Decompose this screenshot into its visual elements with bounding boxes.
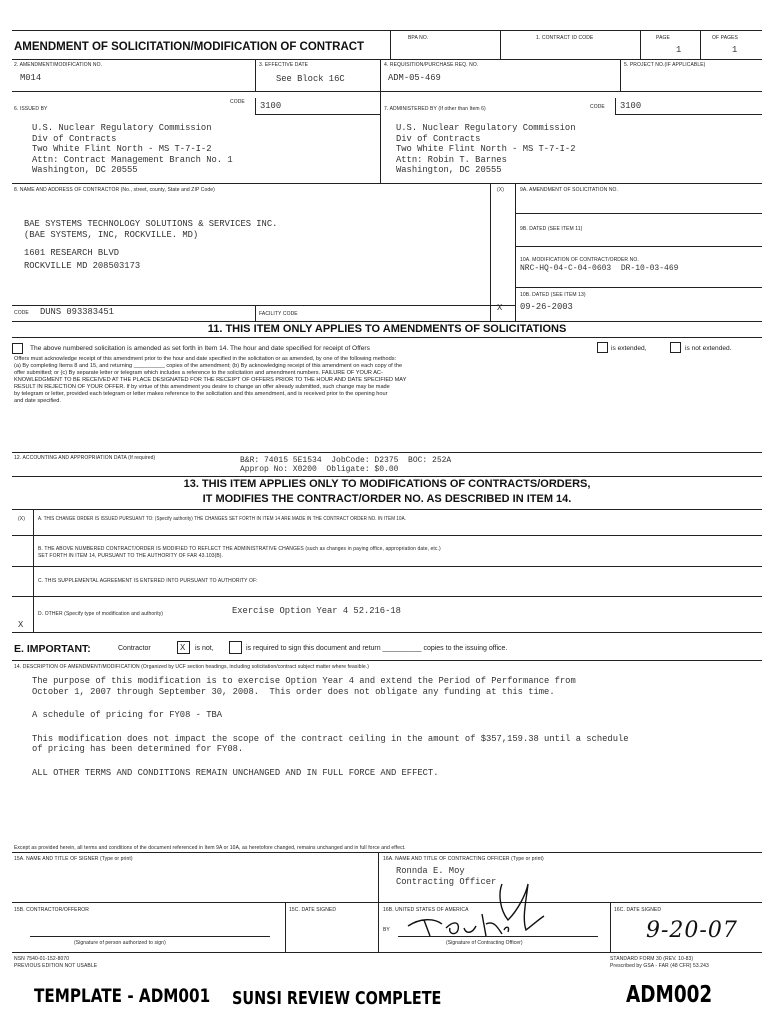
- by-label: BY: [383, 927, 390, 933]
- section-13-title-line-2: IT MODIFIES THE CONTRACT/ORDER NO. AS DESCRIBED IN ITEM 14.: [202, 493, 572, 505]
- contractor-address: [24, 219, 277, 271]
- prescribed-by: Prescribed by GSA - FAR (48 CFR) 53.243: [610, 963, 709, 969]
- requisition-label: 4. REQUISITION/PURCHASE REQ. NO.: [384, 62, 479, 68]
- contractor-label: 8. NAME AND ADDRESS OF CONTRACTOR (No., street, county, State and ZIP Code): [14, 187, 215, 193]
- dated-10b: 09-26-2003: [520, 302, 573, 312]
- address-line: Washington, DC 20555: [32, 165, 138, 176]
- supplemental-agreement-label: C. THIS SUPPLEMENTAL AGREEMENT IS ENTERED INTO PURSUANT TO AUTHORITY OF:: [38, 578, 258, 584]
- sunsi-review-stamp: SUNSI REVIEW COMPLETE: [232, 988, 442, 1009]
- body-line: KNOWLEDGMENT TO BE RECEIVED AT THE PLACE DESIGNATED FOR THE RECEIPT OF OFFERS PRIOR TO THE HOUR AND DATE SPECIFIED MAY: [14, 377, 407, 383]
- effective-date: See Block 16C: [276, 74, 345, 84]
- nsn-number: NSN 7540-01-152-8070: [14, 956, 70, 962]
- administered-by-address: [396, 123, 576, 176]
- solicitation-amended-checkbox[interactable]: [12, 343, 23, 354]
- is-required-checkbox[interactable]: [229, 641, 242, 654]
- change-order-label: A. THIS CHANGE ORDER IS ISSUED PURSUANT TO: (Specify authority) THE CHANGES SET FORTH IN ITEM 14 ARE MADE IN THE CONTRACT ORDER NO. IN ITEM 10A.: [38, 516, 407, 522]
- modification-x-mark: X: [497, 303, 503, 313]
- admin-changes-label: B. THE ABOVE NUMBERED CONTRACT/ORDER IS MODIFIED TO REFLECT THE ADMINISTRATIVE CHANGES (such as changes in paying office, appropriation date, etc.): [38, 546, 441, 552]
- x-column-label: (X): [497, 187, 504, 193]
- address-line: Two White Flint North - MS T-7-I-2: [396, 144, 576, 155]
- address-line: Div of Contracts: [32, 133, 117, 144]
- section-11-body: [14, 356, 406, 405]
- description-paragraph: The purpose of this modification is to exercise Option Year 4 and extend the Period of Performance from October 1, 2007 through September 30, 2008. This order does not obligate any funding at this time.: [32, 676, 576, 697]
- is-not-extended-checkbox[interactable]: [670, 342, 681, 353]
- facility-code-label: FACILITY CODE: [259, 311, 298, 317]
- issued-by-code-label: CODE: [230, 99, 245, 105]
- officer-date: 9-20-07: [646, 918, 738, 943]
- section-11-title: 11. THIS ITEM ONLY APPLIES TO AMENDMENTS OF SOLICITATIONS: [207, 323, 567, 335]
- dated-10b-label: 10B. DATED (SEE ITEM 13): [520, 292, 586, 298]
- admin-changes-authority: SET FORTH IN ITEM 14, PURSUANT TO THE AUTHORITY OF FAR 43.103(B).: [38, 553, 224, 559]
- accounting-line: Approp No: X0200 Obligate: $0.00: [240, 465, 399, 474]
- page-number: 1: [676, 45, 682, 55]
- is-not-extended-label: is not extended.: [685, 345, 732, 352]
- description-body: [32, 676, 629, 779]
- modification-of-contract-label: 10A. MODIFICATION OF CONTRACT/ORDER NO.: [520, 257, 639, 263]
- important-label: E. IMPORTANT:: [14, 643, 91, 655]
- accounting-line: B&R: 74015 5E1534 JobCode: D2375 BOC: 252A: [240, 456, 452, 465]
- description-label: 14. DESCRIPTION OF AMENDMENT/MODIFICATION (Organized by UCF section headings, including solicitation/contract subject matter where feasible.): [14, 664, 369, 670]
- adm-stamp: ADM002: [626, 982, 713, 1008]
- contractor-code: DUNS 093383451: [40, 307, 114, 317]
- address-line: Div of Contracts: [396, 133, 481, 144]
- administered-by-label: 7. ADMINISTERED BY (If other than Item 6): [384, 106, 486, 112]
- is-extended-label: is extended,: [611, 345, 647, 352]
- body-line: Offers must acknowledge receipt of this amendment prior to the hour and date specified in the solicitation or as amended, by one of the following methods:: [14, 356, 397, 362]
- x-column-label: (X): [18, 516, 25, 522]
- address-line: Washington, DC 20555: [396, 165, 502, 176]
- united-states-label: 16B. UNITED STATES OF AMERICA: [383, 907, 469, 913]
- accounting-data-label: 12. ACCOUNTING AND APPROPRIATION DATA (If required): [14, 455, 156, 461]
- previous-edition: PREVIOUS EDITION NOT USABLE: [14, 963, 98, 969]
- body-line: RESULT IN REJECTION OF YOUR OFFER. If by virtue of this amendment you desire to change an offer already submitted, such change may be made: [14, 384, 390, 390]
- mod-number-label: 2. AMENDMENT/MODIFICATION NO.: [14, 62, 103, 68]
- standard-form: STANDARD FORM 30 (REV. 10-83): [610, 956, 694, 962]
- contractor-code-label: CODE: [14, 310, 29, 316]
- address-line: 1601 RESEARCH BLVD: [24, 248, 120, 259]
- issued-by-address: [32, 123, 233, 176]
- body-line: (a) By completing Items 8 and 15, and returning __________ copies of the amendment; (b) By acknowledging receipt of this amendment on each copy of the: [14, 363, 403, 369]
- amendment-of-solicitation-label: 9A. AMENDMENT OF SOLICITATION NO.: [520, 187, 619, 193]
- template-stamp: TEMPLATE - ADM001: [34, 985, 211, 1007]
- address-line: Two White Flint North - MS T-7-I-2: [32, 144, 212, 155]
- contract-number: NRC-HQ-04-C-04-0603 DR-10-03-469: [520, 264, 679, 273]
- except-clause: Except as provided herein, all terms and conditions of the document referenced in Item 9A or 10A, as heretofore changed, remains unchanged and in full force and effect.: [14, 845, 406, 851]
- requisition-number: ADM-05-469: [388, 73, 441, 83]
- contract-id-label: 1. CONTRACT ID CODE: [536, 35, 594, 41]
- accounting-data: [240, 456, 451, 474]
- contractor-signature-label: (Signature of person authorized to sign): [74, 940, 166, 946]
- address-line: U.S. Nuclear Regulatory Commission: [32, 123, 212, 133]
- officer-signature: [402, 880, 552, 940]
- of-pages-number: 1: [732, 45, 738, 55]
- address-line: U.S. Nuclear Regulatory Commission: [396, 123, 576, 133]
- body-line: by telegram or letter, provided each telegram or letter makes reference to the solicitation and this amendment, and is received prior to the opening hour: [14, 391, 388, 397]
- form-title: AMENDMENT OF SOLICITATION/MODIFICATION OF CONTRACT: [14, 41, 365, 53]
- contracting-officer-title: Contracting Officer: [396, 877, 497, 887]
- body-line: offer submitted; or (c) By separate letter or telegram which includes a reference to the solicitation and amendment numbers. FAILURE OF YOUR AC-: [14, 370, 383, 376]
- is-not-x-mark: X: [180, 643, 186, 653]
- contractor-date-label: 15C. DATE SIGNED: [289, 907, 337, 913]
- is-required-text: is required to sign this document and return __________ copies to the issuing office.: [246, 645, 508, 652]
- page-label: PAGE: [656, 35, 670, 41]
- address-line: Attn: Contract Management Branch No. 1: [32, 154, 233, 165]
- signer-name-label: 15A. NAME AND TITLE OF SIGNER (Type or print): [14, 856, 133, 862]
- dated-9b-label: 9B. DATED (SEE ITEM 11): [520, 226, 583, 232]
- mod-number: M014: [20, 73, 42, 83]
- administered-by-code: 3100: [620, 101, 642, 111]
- contractor-text: Contractor: [118, 645, 151, 652]
- body-line: and date specified.: [14, 398, 61, 404]
- other-authority: Exercise Option Year 4 52.216-18: [232, 606, 401, 616]
- description-paragraph: ALL OTHER TERMS AND CONDITIONS REMAIN UNCHANGED AND IN FULL FORCE AND EFFECT.: [32, 767, 439, 778]
- administered-by-code-label: CODE: [590, 104, 605, 110]
- bpa-label: BPA NO.: [408, 35, 429, 41]
- effective-date-label: 3. EFFECTIVE DATE: [259, 62, 309, 68]
- solicitation-amended-text: The above numbered solicitation is amended as set forth in Item 14. The hour and date specified for receipt of Offers: [30, 345, 370, 352]
- contractor-offeror-label: 15B. CONTRACTOR/OFFEROR: [14, 907, 89, 913]
- description-paragraph: A schedule of pricing for FY08 - TBA: [32, 710, 223, 721]
- issued-by-label: 6. ISSUED BY: [14, 106, 48, 112]
- contracting-officer-label: 16A. NAME AND TITLE OF CONTRACTING OFFICER (Type or print): [383, 856, 544, 862]
- is-extended-checkbox[interactable]: [597, 342, 608, 353]
- address-line: (BAE SYSTEMS, INC, ROCKVILLE. MD): [24, 229, 199, 240]
- is-not-text: is not,: [195, 645, 214, 652]
- project-number-label: 5. PROJECT NO.(IF APPLICABLE): [624, 62, 706, 68]
- section-13-title-line-1: 13. THIS ITEM APPLIES ONLY TO MODIFICATIONS OF CONTRACTS/ORDERS,: [183, 478, 591, 490]
- officer-date-label: 16C. DATE SIGNED: [614, 907, 662, 913]
- address-line: Attn: Robin T. Barnes: [396, 154, 507, 165]
- description-paragraph: This modification does not impact the scope of the contract ceiling in the amount of $357,159.38 until a schedule of pricing has been determined for FY08.: [32, 733, 629, 755]
- other-x-mark: X: [18, 620, 24, 630]
- contracting-officer-name: Ronnda E. Moy: [396, 866, 465, 876]
- of-pages-label: OF PAGES: [712, 35, 738, 41]
- address-line: BAE SYSTEMS TECHNOLOGY SOLUTIONS & SERVICES INC.: [24, 219, 278, 229]
- other-label: D. OTHER (Specify type of modification and authority): [38, 611, 164, 617]
- address-line: ROCKVILLE MD 208503173: [24, 260, 141, 271]
- issued-by-code: 3100: [260, 101, 282, 111]
- officer-signature-label: (Signature of Contracting Officer): [446, 940, 523, 946]
